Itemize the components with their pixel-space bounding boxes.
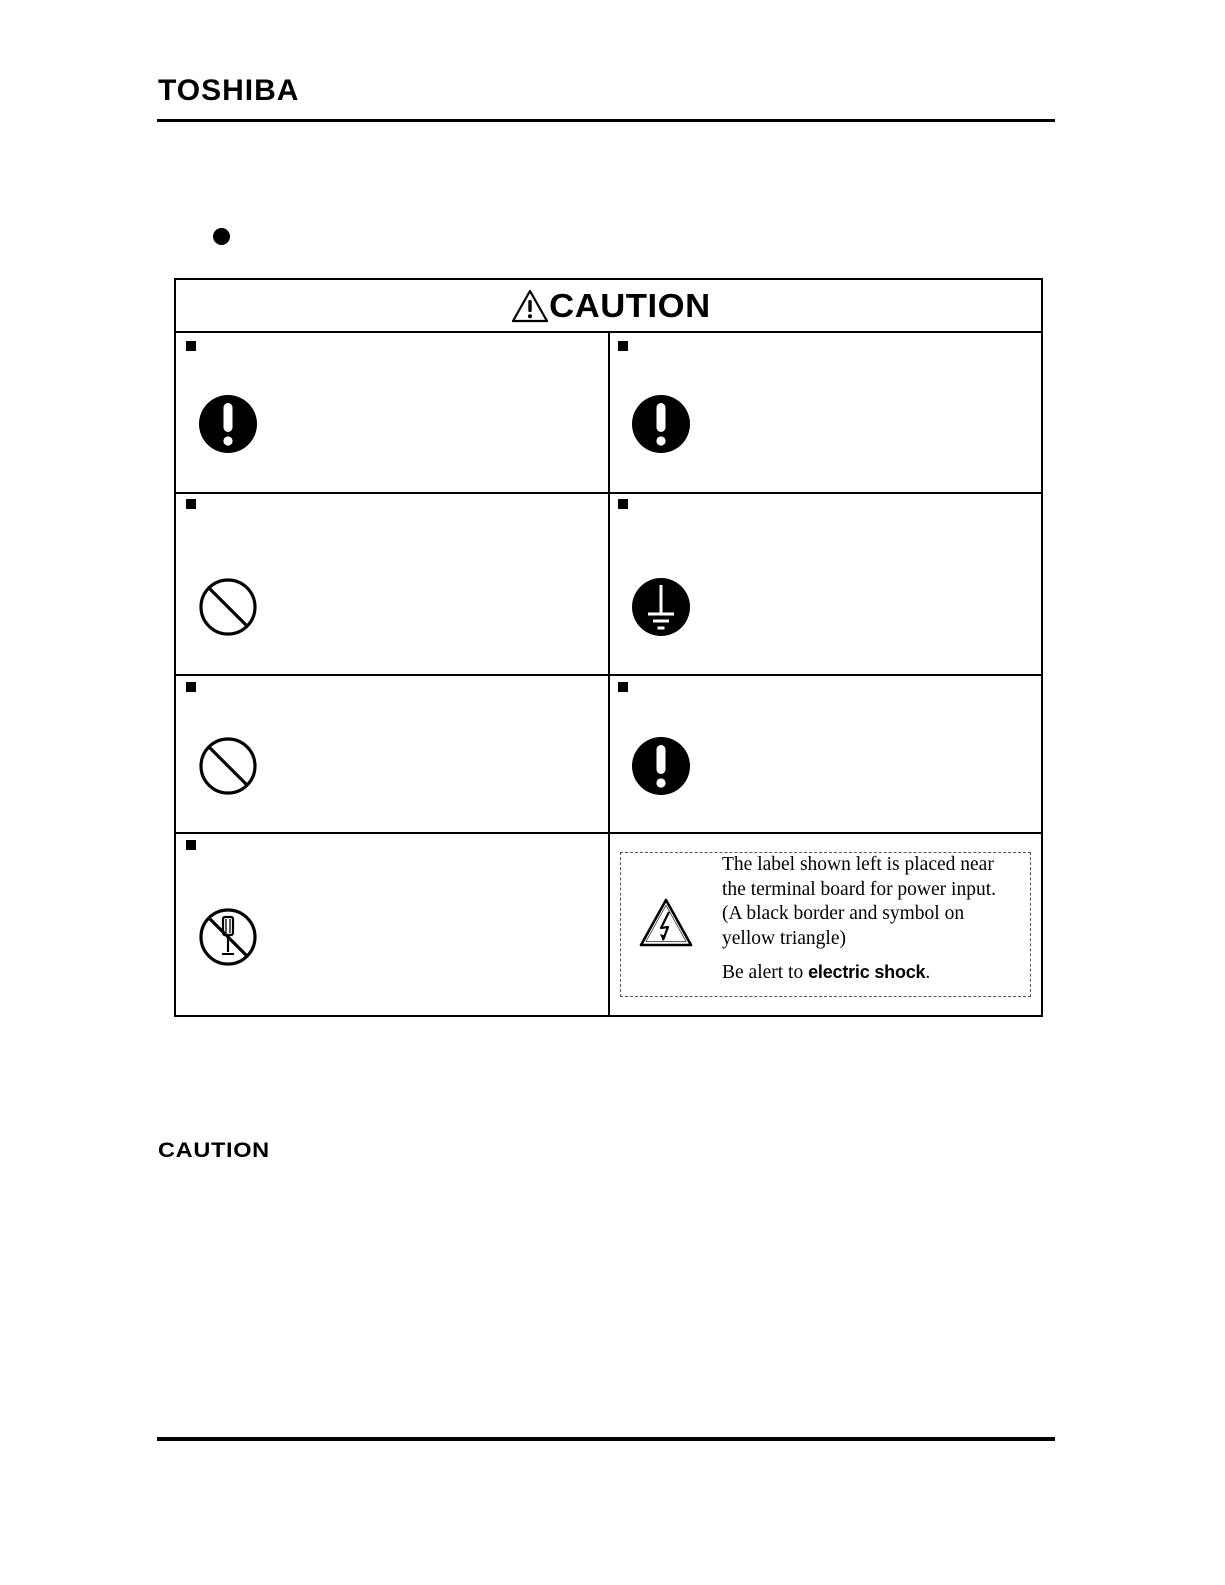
electric-shock-alert [722, 960, 930, 985]
bullet-dot [213, 228, 230, 245]
alert-emphasis: electric shock [808, 962, 926, 982]
row-divider [176, 492, 1041, 494]
row-divider [176, 674, 1041, 676]
cell-marker [618, 499, 628, 509]
caution-title: CAUTION [548, 286, 711, 324]
header-rule [157, 119, 1055, 122]
alert-suffix: . [925, 962, 931, 983]
label-line: The label shown left is placed near [722, 854, 994, 875]
cell-marker [186, 341, 196, 351]
cell-marker [618, 682, 628, 692]
warning-triangle-icon [511, 289, 549, 323]
toshiba-logo: TOSHIBA [158, 74, 300, 107]
caution-section-heading: CAUTION [158, 1139, 270, 1162]
row-divider [176, 832, 1041, 834]
cell-marker [186, 499, 196, 509]
label-line: the terminal board for power input. [722, 878, 996, 900]
cell-marker [618, 341, 628, 351]
prohibition-icon [198, 736, 258, 796]
label-description [722, 853, 1022, 951]
prohibition-icon [198, 577, 258, 637]
label-line: (A black border and symbol on [722, 903, 965, 924]
ground-icon [631, 577, 691, 637]
exclamation-icon [631, 736, 691, 796]
cell-marker [186, 840, 196, 850]
footer-rule [157, 1437, 1055, 1441]
exclamation-icon [198, 394, 258, 454]
exclamation-icon [631, 394, 691, 454]
caution-header [176, 280, 1041, 333]
alert-prefix: Be alert to [722, 962, 809, 983]
label-line: yellow triangle) [722, 927, 846, 949]
no-disassembly-icon [198, 907, 258, 967]
electric-shock-warning-icon [638, 897, 694, 949]
cell-marker [186, 682, 196, 692]
